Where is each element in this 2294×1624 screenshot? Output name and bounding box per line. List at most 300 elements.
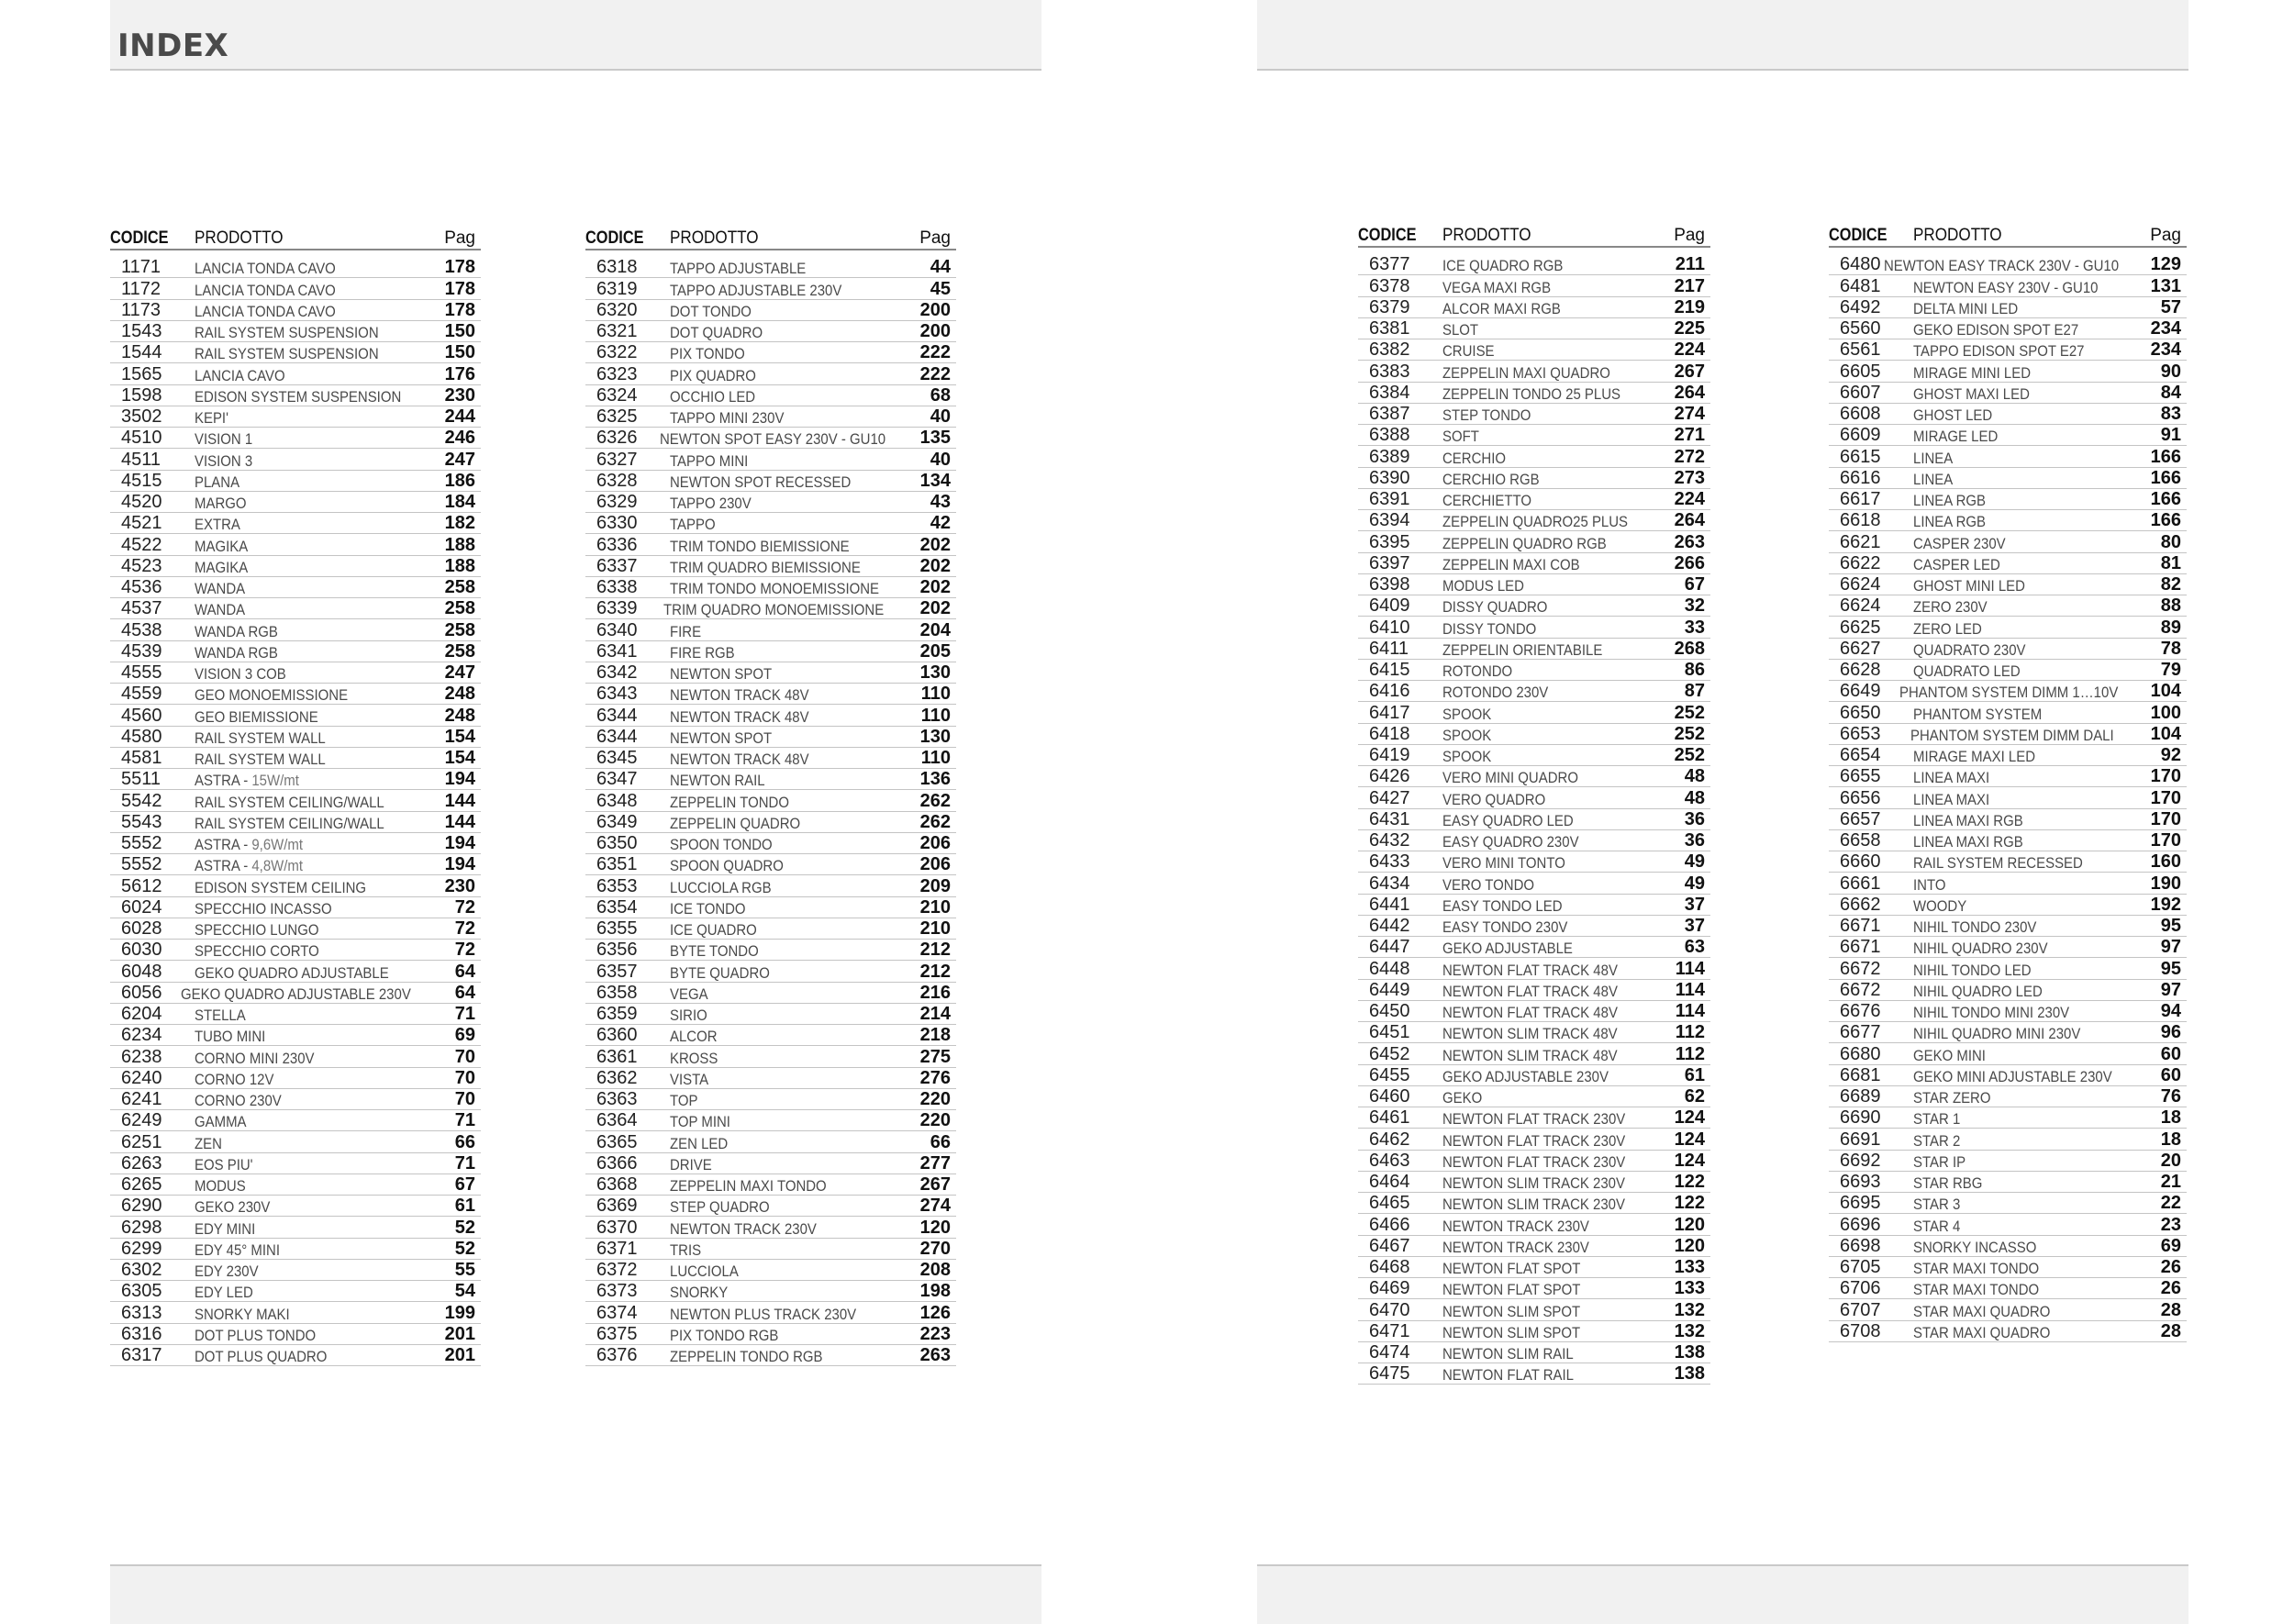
product-name-text: RAIL SYSTEM CEILING/WALL <box>195 814 384 832</box>
product-code: 6450 <box>1369 1001 1410 1021</box>
product-code: 6661 <box>1840 873 1881 894</box>
page-number: 138 <box>1674 1363 1705 1385</box>
table-row <box>1829 254 2187 275</box>
product-name <box>1913 1239 2113 1256</box>
table-row <box>1829 745 2187 766</box>
product-name-text: PLANA <box>195 473 240 491</box>
product-code: 6359 <box>596 1004 638 1024</box>
table-row <box>1829 446 2187 467</box>
page-number: 267 <box>1674 361 1705 382</box>
product-name-text: NEWTON TRACK 48V <box>670 751 809 768</box>
product-name-text: LINEA RGB <box>1913 513 1986 531</box>
product-code: 6471 <box>1369 1320 1410 1341</box>
product-name <box>1442 598 1638 616</box>
product-name <box>1442 1132 1638 1150</box>
product-code: 6433 <box>1369 851 1410 873</box>
page-number: 214 <box>919 1004 951 1024</box>
product-code: 6024 <box>121 896 162 918</box>
page-number: 252 <box>1674 745 1705 765</box>
product-name-text: MAGIKA <box>195 558 249 576</box>
product-name <box>670 623 882 640</box>
page-number: 37 <box>1684 916 1705 936</box>
table-row <box>1358 468 1710 489</box>
table-row <box>110 1153 481 1174</box>
product-name-text: DOT PLUS TONDO <box>195 1326 317 1344</box>
header-code: CODICE <box>1358 226 1417 245</box>
header-page: Pag <box>2150 226 2181 245</box>
product-name-text: NEWTON FLAT SPOT <box>1442 1260 1581 1277</box>
page-number: 32 <box>1684 595 1705 617</box>
product-code: 6204 <box>121 1004 162 1024</box>
product-name <box>195 473 406 491</box>
product-name <box>670 921 882 939</box>
product-name <box>1913 1324 2113 1341</box>
page-number: 81 <box>2160 552 2181 573</box>
page-number: 124 <box>1674 1107 1705 1129</box>
product-code: 4523 <box>121 555 162 576</box>
product-name-text: SPECCHIO CORTO <box>195 942 319 961</box>
product-name <box>1442 1324 1638 1341</box>
product-code: 6561 <box>1840 339 1881 361</box>
product-code: 6560 <box>1840 318 1881 339</box>
product-code: 5511 <box>121 769 161 790</box>
table-row <box>110 385 481 406</box>
product-code: 6325 <box>596 406 638 427</box>
page-number: 69 <box>2160 1235 2181 1256</box>
table-row <box>1358 339 1710 361</box>
product-code: 6451 <box>1369 1022 1410 1043</box>
product-name <box>195 1306 406 1323</box>
page-number: 144 <box>444 811 475 832</box>
product-name <box>670 559 882 576</box>
product-code: 6707 <box>1840 1299 1881 1320</box>
product-code: 6305 <box>121 1281 162 1302</box>
page-number: 112 <box>1675 1022 1705 1043</box>
page-number: 170 <box>2150 830 2181 851</box>
page-number: 110 <box>920 684 951 705</box>
product-code: 6365 <box>596 1131 638 1152</box>
product-code: 6415 <box>1369 660 1410 680</box>
product-name-text: ICE QUADRO <box>670 921 757 939</box>
product-code: 6474 <box>1369 1342 1410 1363</box>
table-row <box>1829 916 2187 937</box>
page-number: 170 <box>2150 808 2181 829</box>
product-name <box>670 1327 882 1344</box>
table-row <box>1358 724 1710 745</box>
product-name-text: NEWTON SLIM SPOT <box>1442 1323 1581 1341</box>
page-number: 18 <box>2160 1107 2181 1129</box>
product-name-text: STAR MAXI TONDO <box>1913 1281 2040 1299</box>
product-code: 4559 <box>121 684 162 705</box>
product-code: 6464 <box>1369 1172 1410 1192</box>
product-name-text: NIHIL QUADRO MINI 230V <box>1913 1025 2081 1043</box>
product-name-text: NIHIL QUADRO LED <box>1913 982 2043 1000</box>
product-name-text: LANCIA TONDA CAVO <box>195 260 336 278</box>
table-row <box>585 790 956 811</box>
page-number: 263 <box>1674 531 1705 552</box>
product-name-text: GEKO ADJUSTABLE 230V <box>1442 1067 1609 1085</box>
product-name-text: TAPPO <box>670 516 716 534</box>
column-header <box>1829 219 2187 248</box>
product-name-text: SNORKY INCASSO <box>1913 1238 2037 1256</box>
table-row <box>1829 468 2187 489</box>
table-row <box>1829 574 2187 595</box>
product-name <box>1442 962 1638 979</box>
page-number: 224 <box>1674 489 1705 509</box>
product-name <box>1913 385 2113 403</box>
product-name <box>670 900 882 918</box>
product-name <box>195 495 406 512</box>
product-code: 6048 <box>121 961 162 982</box>
table-row <box>1829 851 2187 873</box>
table-row <box>1358 787 1710 808</box>
product-name-text: NEWTON SLIM TRACK 48V <box>1442 1046 1618 1064</box>
table-row <box>110 940 481 961</box>
product-name-text: GEKO MINI ADJUSTABLE 230V <box>1913 1067 2112 1085</box>
product-name <box>670 815 882 832</box>
product-name <box>1913 300 2113 317</box>
page-number: 61 <box>454 1196 475 1217</box>
page-number: 150 <box>444 342 475 363</box>
page-number: 273 <box>1674 467 1705 488</box>
product-name-text: MIRAGE LED <box>1913 428 1999 446</box>
table-row <box>1358 489 1710 510</box>
table-row <box>110 342 481 363</box>
right-header-band <box>1257 0 2188 71</box>
table-row <box>585 662 956 684</box>
product-name <box>195 1348 406 1365</box>
page-number: 247 <box>444 449 475 470</box>
product-name-text: ALCOR MAXI RGB <box>1442 299 1561 317</box>
product-name-text: NEWTON EASY 230V - GU10 <box>1913 278 2099 296</box>
product-name-text: EASY TONDO LED <box>1442 896 1563 915</box>
product-name <box>1442 684 1638 701</box>
product-name <box>670 1284 882 1301</box>
product-name-text: LANCIA TONDA CAVO <box>195 302 336 320</box>
page-number: 230 <box>444 875 475 896</box>
page-number: 20 <box>2160 1150 2181 1171</box>
table-row <box>110 748 481 769</box>
product-code: 6379 <box>1369 296 1410 317</box>
product-name-text: NEWTON SPOT <box>670 665 773 683</box>
product-code: 4537 <box>121 598 162 619</box>
product-name-text: NEWTON SPOT <box>670 729 773 747</box>
table-row <box>110 1239 481 1260</box>
product-name <box>1442 812 1638 829</box>
table-row <box>110 428 481 449</box>
table-row <box>110 321 481 342</box>
page-number: 220 <box>919 1110 951 1131</box>
product-name-text: GHOST MINI LED <box>1913 577 2025 595</box>
product-code: 6337 <box>596 555 638 576</box>
product-name <box>1913 535 2113 552</box>
table-row <box>585 406 956 428</box>
header-code: CODICE <box>585 228 644 248</box>
product-name <box>195 708 406 726</box>
product-name-text: CERCHIO <box>1442 449 1506 467</box>
product-code: 6328 <box>596 470 638 491</box>
page-number: 26 <box>2160 1278 2181 1299</box>
product-name-text: QUADRATO 230V <box>1913 640 2026 659</box>
product-name-text: GEKO EDISON SPOT E27 <box>1913 321 2079 339</box>
page-number: 52 <box>454 1238 475 1259</box>
product-name-text: PHANTOM SYSTEM DIMM DALI <box>1910 726 2115 744</box>
table-row <box>585 875 956 896</box>
page-number: 135 <box>919 428 951 449</box>
product-code: 6336 <box>596 534 638 555</box>
product-name-text: LUCCIOLA RGB <box>670 878 772 896</box>
product-code: 6616 <box>1840 467 1881 488</box>
product-name <box>1442 1345 1638 1363</box>
product-name-text: RAIL SYSTEM SUSPENSION <box>195 345 379 363</box>
page-number: 206 <box>919 833 951 853</box>
table-row <box>1358 446 1710 467</box>
table-row <box>1829 489 2187 510</box>
product-name <box>1442 1153 1638 1171</box>
table-row <box>1358 254 1710 275</box>
product-name-text: RAIL SYSTEM WALL <box>195 729 326 747</box>
product-code: 6388 <box>1369 425 1410 446</box>
page-number: 64 <box>454 961 475 982</box>
product-name <box>670 260 882 277</box>
product-code: 6358 <box>596 982 638 1003</box>
page-number: 178 <box>444 257 475 278</box>
product-name-text: ZEPPELIN MAXI TONDO <box>670 1177 827 1195</box>
product-name-text: INTO <box>1913 875 1946 894</box>
product-name-text: VISION 3 <box>195 451 253 470</box>
product-code: 6650 <box>1840 702 1881 723</box>
page-number: 40 <box>930 449 951 470</box>
table-row <box>1829 1043 2187 1064</box>
product-spec: 4,8W/mt <box>251 857 304 875</box>
product-name-text: ZEPPELIN ORIENTABILE <box>1442 640 1603 659</box>
product-name-text: EASY TONDO 230V <box>1442 918 1568 936</box>
product-name <box>1913 1281 2113 1298</box>
product-code: 6689 <box>1840 1086 1881 1107</box>
product-code: 6624 <box>1840 574 1881 595</box>
product-code: 4515 <box>121 470 162 491</box>
index-column-1 <box>110 222 481 1366</box>
header-product: PRODOTTO <box>195 228 284 248</box>
page-number: 48 <box>1684 787 1705 808</box>
table-row <box>110 619 481 640</box>
product-name <box>670 1071 882 1088</box>
product-name-text: ZEPPELIN TONDO 25 PLUS <box>1442 384 1620 403</box>
page-number: 124 <box>1674 1150 1705 1171</box>
product-code: 6431 <box>1369 808 1410 829</box>
product-name-text: SNORKY <box>670 1284 729 1302</box>
index-rows <box>585 257 956 1366</box>
product-name <box>1913 854 2113 872</box>
product-name <box>670 1092 882 1109</box>
page-number: 263 <box>919 1345 951 1365</box>
product-name <box>1442 1004 1638 1021</box>
table-row <box>1829 1172 2187 1193</box>
product-code: 6378 <box>1369 275 1410 296</box>
product-name <box>670 516 882 533</box>
product-name <box>1913 321 2113 339</box>
table-row <box>1358 510 1710 531</box>
table-row <box>1829 361 2187 382</box>
product-code: 6056 <box>121 982 162 1003</box>
product-name-text: SPOOK <box>1442 705 1492 723</box>
product-code: 6469 <box>1369 1278 1410 1299</box>
product-code: 6384 <box>1369 382 1410 403</box>
product-name-text: VISION 1 <box>195 430 253 449</box>
product-name-text: ZEPPELIN QUADRO25 PLUS <box>1442 513 1629 531</box>
table-row <box>1358 873 1710 894</box>
product-code: 6354 <box>596 896 638 918</box>
product-name <box>1913 492 2113 509</box>
page-number: 223 <box>919 1323 951 1344</box>
page-number: 70 <box>454 1089 475 1109</box>
page-number: 132 <box>1674 1320 1705 1341</box>
table-row <box>585 705 956 726</box>
product-name <box>195 751 406 768</box>
product-code: 6263 <box>121 1152 162 1174</box>
product-name <box>1913 556 2113 573</box>
product-name-text: STAR 3 <box>1913 1196 1961 1214</box>
product-name <box>1442 1239 1638 1256</box>
product-name <box>1442 385 1638 403</box>
product-name <box>195 1071 406 1088</box>
product-name-text: GEKO QUADRO ADJUSTABLE 230V <box>181 984 411 1003</box>
product-code: 6383 <box>1369 361 1410 382</box>
product-code: 6395 <box>1369 531 1410 552</box>
page-number: 200 <box>919 321 951 341</box>
table-row <box>585 684 956 705</box>
page-number: 96 <box>2160 1022 2181 1043</box>
product-name-text: DELTA MINI LED <box>1913 299 2019 317</box>
product-name <box>670 388 882 406</box>
product-name-text: RAIL SYSTEM RECESSED <box>1913 854 2083 873</box>
table-row <box>110 918 481 940</box>
product-name-text: NEWTON FLAT TRACK 48V <box>1442 961 1618 979</box>
page-number: 178 <box>444 278 475 299</box>
product-code: 3502 <box>121 406 162 427</box>
product-name <box>1913 983 2113 1000</box>
product-name <box>195 1284 406 1301</box>
table-row <box>110 1217 481 1238</box>
page-number: 71 <box>454 1110 475 1131</box>
product-name-text: ZEPPELIN MAXI COB <box>1442 555 1580 573</box>
product-name-text: FIRE <box>670 622 702 640</box>
product-name <box>1913 833 2113 851</box>
product-code: 6375 <box>596 1323 638 1344</box>
page-number: 68 <box>930 384 951 406</box>
product-name-text: MIRAGE MINI LED <box>1913 363 2032 382</box>
product-name <box>670 538 882 555</box>
page-number: 212 <box>919 961 951 982</box>
page-number: 71 <box>454 1004 475 1024</box>
header-page: Pag <box>1674 226 1705 245</box>
table-row <box>1829 809 2187 830</box>
product-name-text: VEGA MAXI RGB <box>1442 278 1552 296</box>
product-code: 6461 <box>1369 1107 1410 1129</box>
table-row <box>585 492 956 513</box>
product-code: 6676 <box>1840 1001 1881 1021</box>
table-row <box>110 897 481 918</box>
table-row <box>1358 958 1710 979</box>
product-name-text: CERCHIETTO <box>1442 492 1531 509</box>
product-name <box>1913 342 2113 360</box>
product-name <box>670 1050 882 1067</box>
product-code: 6389 <box>1369 446 1410 467</box>
product-name-text: NEWTON SLIM TRACK 230V <box>1442 1196 1625 1214</box>
table-row <box>110 790 481 811</box>
table-row <box>1358 660 1710 681</box>
product-code: 6455 <box>1369 1064 1410 1085</box>
table-row <box>110 705 481 726</box>
product-code: 6241 <box>121 1089 162 1109</box>
product-code: 6475 <box>1369 1363 1410 1385</box>
page-number: 72 <box>454 940 475 961</box>
page-number: 122 <box>1674 1193 1705 1214</box>
product-name-text: GEO MONOEMISSIONE <box>195 686 349 705</box>
page-number: 66 <box>454 1131 475 1152</box>
product-name <box>670 751 882 768</box>
table-row <box>110 1046 481 1067</box>
product-code: 6705 <box>1840 1257 1881 1277</box>
product-name <box>670 942 882 960</box>
product-code: 4539 <box>121 640 162 662</box>
product-name <box>1913 962 2113 979</box>
table-row <box>585 278 956 299</box>
product-name-text: SPOON TONDO <box>670 836 773 853</box>
product-name <box>1913 513 2113 530</box>
product-code: 6323 <box>596 363 638 384</box>
table-row <box>1358 1278 1710 1299</box>
table-row <box>110 300 481 321</box>
product-name <box>195 772 406 789</box>
product-code: 6322 <box>596 342 638 363</box>
page-number: 42 <box>930 513 951 534</box>
page-number: 274 <box>919 1196 951 1217</box>
product-code: 6371 <box>596 1238 638 1259</box>
product-name <box>1442 897 1638 915</box>
table-row <box>110 406 481 428</box>
table-row <box>1358 681 1710 702</box>
product-name <box>195 1028 406 1045</box>
column-header <box>1358 219 1710 248</box>
page-number: 49 <box>1684 851 1705 873</box>
product-name <box>670 772 882 789</box>
product-code: 6649 <box>1840 681 1881 702</box>
product-code: 6442 <box>1369 916 1410 936</box>
page-number: 138 <box>1674 1342 1705 1363</box>
page-number: 276 <box>919 1067 951 1088</box>
product-name-text: GHOST MAXI LED <box>1913 384 2030 403</box>
product-name-text: ALCOR <box>670 1028 718 1046</box>
product-name-text: NIHIL TONDO MINI 230V <box>1913 1004 2070 1021</box>
table-row <box>1829 339 2187 361</box>
table-row <box>1358 297 1710 318</box>
product-name-text: TAPPO MINI <box>670 451 749 470</box>
product-code: 4581 <box>121 748 162 768</box>
product-name <box>1913 641 2113 659</box>
product-name-text: PIX QUADRO <box>670 366 756 384</box>
product-name-text: LINEA <box>1913 470 1954 488</box>
table-row <box>585 983 956 1004</box>
product-code: 6698 <box>1840 1235 1881 1256</box>
page-number: 63 <box>1684 937 1705 958</box>
table-row <box>110 854 481 875</box>
product-name-text: ZEPPELIN QUADRO <box>670 814 801 832</box>
product-name-text: SIRIO <box>670 1007 707 1024</box>
table-row <box>110 1196 481 1217</box>
product-code: 6426 <box>1369 766 1410 787</box>
product-name <box>195 580 406 597</box>
